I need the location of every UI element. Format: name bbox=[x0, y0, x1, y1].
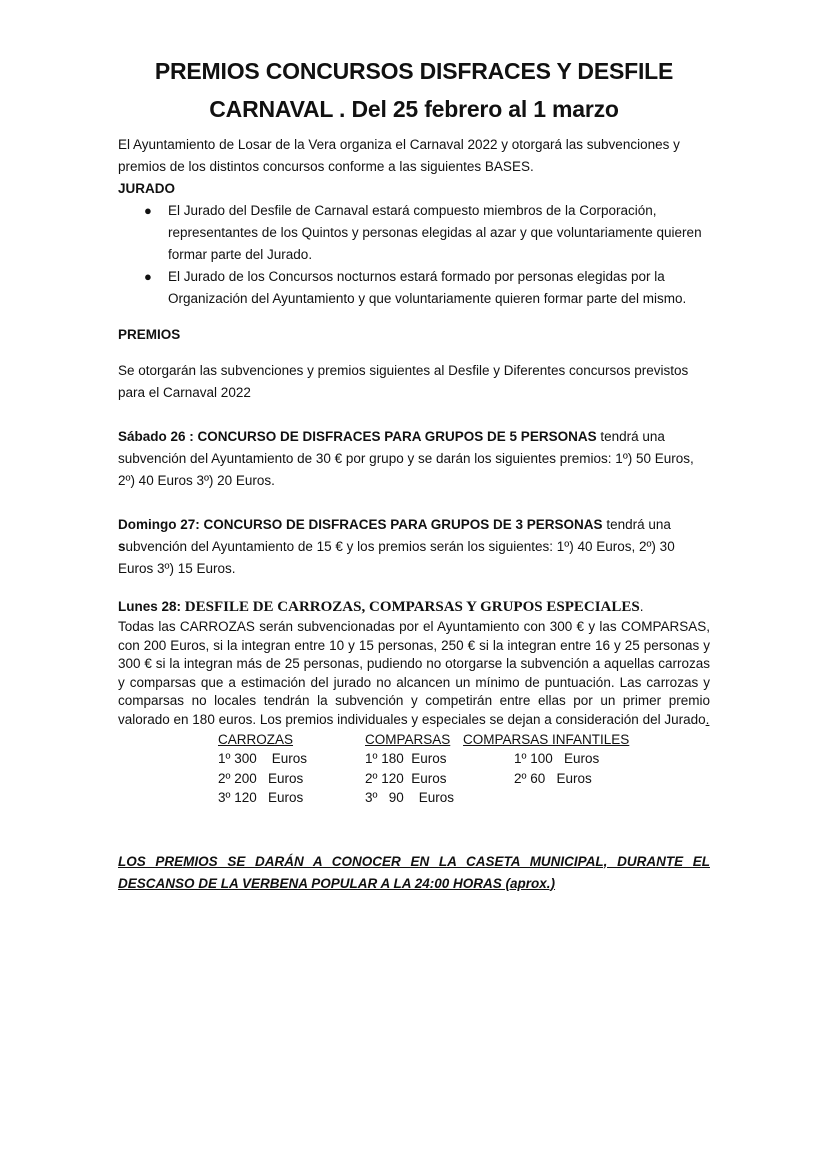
lunes-paragraph bbox=[118, 618, 710, 730]
jurado-item-1-text: El Jurado del Desfile de Carnaval estará compuesto miembros de la Corporación, representantes de los Quintos y personas elegidas al azar y que voluntariamente quieren formar parte del Jurado. bbox=[168, 203, 702, 262]
domingo-bold-s: s bbox=[118, 539, 126, 554]
sabado-text: tendrá una subvención del Ayuntamiento de 30 € por grupo y se darán los siguientes premios: 1º) 50 Euros, 2º) 40 Euros 3º) 20 Euros. bbox=[118, 429, 694, 488]
domingo-text-2: ubvención del Ayuntamiento de 15 € y los premios serán los siguientes: 1º) 40 Euros, 2º) 30 Euros 3º) 15 Euros. bbox=[118, 539, 675, 576]
bullet-icon: ● bbox=[144, 269, 152, 284]
lunes-title: Lunes 28: bbox=[118, 599, 185, 614]
prize-table bbox=[218, 730, 678, 808]
header-infantiles: COMPARSAS INFANTILES bbox=[463, 731, 630, 747]
lunes-title-line bbox=[118, 596, 710, 618]
title-line-2: CARNAVAL . Del 25 febrero al 1 marzo bbox=[209, 96, 619, 122]
jurado-item-1 bbox=[118, 200, 710, 266]
intro-paragraph: El Ayuntamiento de Losar de la Vera organiza el Carnaval 2022 y otorgará las subvenciones y premios de los distintos concursos conforme a las siguientes BASES. bbox=[118, 137, 680, 174]
premios-heading: PREMIOS bbox=[118, 327, 181, 342]
prize-row bbox=[218, 749, 678, 769]
bullet-icon: ● bbox=[144, 203, 152, 218]
sabado-title: Sábado 26 : CONCURSO DE DISFRACES PARA GRUPOS DE 5 PERSONAS bbox=[118, 429, 597, 444]
domingo-paragraph bbox=[118, 514, 710, 580]
prize-carrozas-1: 1º 300 Euros bbox=[218, 751, 307, 767]
jurado-list bbox=[118, 200, 710, 310]
prize-comparsas-2: 2º 120 Euros bbox=[365, 770, 447, 786]
prize-carrozas-3: 3º 120 Euros bbox=[218, 790, 304, 806]
lunes-text: Todas las CARROZAS serán subvencionadas por el Ayuntamiento con 300 € y las COMPARSAS, con 200 Euros, si la integran entre 10 y 15 personas, 250 € si la integran entre 16 y 25 personas y 300 € si la integran más de 25 personas, pudiendo no otorgarse la subvención a aquellas carrozas y comparsas que a estimación del jurado no alcancen un mínimo de puntuación. Las carrozas y comparsas no locales tendrán la subvención y competirán entre ellas por un primer premio valorado en 180 euros. Los premios individuales y especiales se dejan a consideración del Jurado bbox=[118, 619, 710, 727]
document-page bbox=[118, 52, 710, 895]
prize-table-header bbox=[218, 730, 678, 750]
domingo-text-1: tendrá una bbox=[602, 517, 671, 532]
header-carrozas: CARROZAS bbox=[218, 731, 294, 747]
prize-comparsas-3: 3º 90 Euros bbox=[365, 790, 454, 806]
prize-infantiles-1: 1º 100 Euros bbox=[514, 751, 600, 767]
lunes-text-end: . bbox=[705, 711, 710, 727]
sabado-paragraph bbox=[118, 426, 710, 492]
prize-comparsas-1: 1º 180 Euros bbox=[365, 751, 447, 767]
footer-notice: LOS PREMIOS SE DARÁN A CONOCER EN LA CASETA MUNICIPAL, DURANTE EL DESCANSO DE LA VERBENA POPULAR A LA 24:00 HORAS (aprox.) bbox=[118, 853, 710, 891]
jurado-item-2-text: El Jurado de los Concursos nocturnos estará formado por personas elegidas por la Organización del Ayuntamiento y que voluntariamente quieren formar parte del mismo. bbox=[168, 269, 687, 306]
lunes-title-serif: DESFILE DE CARROZAS, COMPARSAS Y GRUPOS ESPECIALES bbox=[184, 599, 640, 615]
prize-row bbox=[218, 788, 678, 808]
prize-infantiles-2: 2º 60 Euros bbox=[514, 770, 592, 786]
lunes-title-dot: . bbox=[639, 599, 644, 614]
prize-row bbox=[218, 769, 678, 789]
title-line-1: PREMIOS CONCURSOS DISFRACES Y DESFILE bbox=[154, 58, 674, 84]
header-comparsas: COMPARSAS bbox=[365, 731, 451, 747]
jurado-heading: JURADO bbox=[118, 181, 176, 196]
premios-intro: Se otorgarán las subvenciones y premios siguientes al Desfile y Diferentes concursos previstos para el Carnaval 2022 bbox=[118, 363, 689, 400]
domingo-title: Domingo 27: CONCURSO DE DISFRACES PARA GRUPOS DE 3 PERSONAS bbox=[118, 517, 603, 532]
jurado-item-2 bbox=[118, 266, 710, 310]
document-title bbox=[118, 52, 710, 128]
prize-carrozas-2: 2º 200 Euros bbox=[218, 770, 304, 786]
